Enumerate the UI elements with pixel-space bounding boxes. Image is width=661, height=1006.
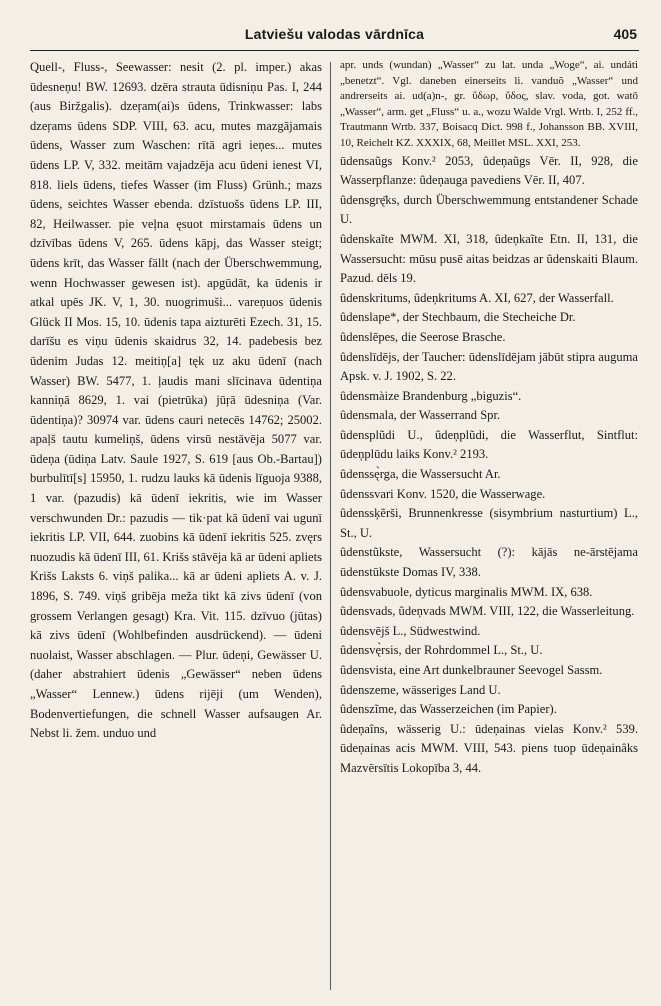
dictionary-entry: ûdenslape*, der Stechbaum, die Stecheiche Dr. <box>340 310 576 325</box>
dictionary-entry: ûdensplũdi U., ûdeņplũdi, die Wasserflut, Sintflut: ūdeņplūdu laiks Konv.² 2193. <box>340 427 638 462</box>
left-column <box>30 58 322 992</box>
dictionary-entry: ûdenslīdējs, der Taucher: ūdenslīdējam jābūt stipra auguma Apsk. v. J. 1902, S. 22. <box>340 349 638 384</box>
page-header <box>30 20 639 51</box>
dictionary-entry: ûdensmàize Brandenburg „biguzis“. <box>340 388 522 403</box>
page-number: 405 <box>613 26 637 42</box>
dictionary-entry: ûdenssķẽrši, Brunnenkresse (sisymbrium nasturtium) L., St., U. <box>340 506 638 540</box>
dictionary-entry: ûdensvę̀rsis, der Rohrdommel L., St., U. <box>340 643 543 658</box>
dictionary-entry: ûdenszĩme, das Wasserzeichen (im Papier). <box>340 702 557 717</box>
etymology-note: apr. unds (wundan) „Wasser“ zu lat. unda „Woge“, ai. undáti „benetzt“. Vgl. daneben einerseits li. vanduõ „Wasser“ und andrerseits ai. ud(a)n-, gr. ὕδωρ, ὕδος, slav. voda, got. watō „Wasser“, arm. get „Fluss“ u. a., wozu Walde Vrgl. Wrtb. I, 252 ff., Trautmann Wrtb. 337, Boisacq Dict. 998 f., Johansson BB. XVIII, 10, Reichelt KZ. XXXIX, 68, Meillet MSL. XXI, 253. <box>340 59 638 149</box>
dictionary-entry: ûdensgrę̄ks, durch Überschwemmung entstandener Schade U. <box>340 192 638 227</box>
dictionary-entry: ûdensvabuole, dyticus marginalis MWM. IX, 638. <box>340 584 593 599</box>
dictionary-entry: ûdenskaĩte MWM. XI, 318, ûdeņkaĩte Etn. II, 131, die Wassersucht: mūsu pusē aitas beidzas ar ûdenskaiti Blaum. Pazud. dēls 19. <box>340 231 638 286</box>
dictionary-entry: ûdenslēpes, die Seerose Brasche. <box>340 329 506 344</box>
running-title: Latviešu valodas vārdnīca <box>244 26 425 42</box>
dictionary-entry: ûdensvads, ûdeņvads MWM. VIII, 122, die Wasserleitung. <box>340 604 635 619</box>
column-divider <box>330 62 331 990</box>
dictionary-entry: ûdenszeme, wässeriges Land U. <box>340 682 501 697</box>
dictionary-entry: ûdenskritums, ûdeņkritums A. XI, 627, der Wasserfall. <box>340 290 614 305</box>
dictionary-entry: ûdenssvari Konv. 1520, die Wasserwage. <box>340 486 546 501</box>
right-column <box>340 58 638 992</box>
dictionary-entry: ûdenstũkste, Wassersucht (?): kājās ne-ārstējama ūdenstūkste Domas IV, 338. <box>340 545 638 580</box>
dictionary-entry: ūdensaũgs Konv.² 2053, ûdeņaũgs Vēr. II, 928, die Wasserpflanze: ûdeņauga pavediens Vēr. II, 407. <box>340 153 638 188</box>
entry-continuation: Quell-, Fluss-, Seewasser: nesit (2. pl. imper.) akas ūdesneņu! BW. 12693. dzēra strauta ūdisniņu Pas. I, 244 (aus Biržgalis). dzeŗam(ai)s ūdens, Trinkwasser: labs dzeŗams ūdens SDP. VIII, 63. acu, mutes mazgājamais ūdens, Wasser zum Waschen: rītā agri ieņes... mutes ūdens LP. V, 332. meitām vajadzēja acu ūdeni ienest VI, 818. liels ūdens, tiefes Wasser (im Fluss) Grünh.; mazs ūdens, seichtes Wasser ebenda. dzīstuošs ūdens LP. III, 82, Heilwasser. pie veļna ęsuot mirstamais ūdens un dzīvības ūdens V, 265. ūdens kāpj, das Wasser steigt; ūdens krīt, das Wasser fällt (nach der Überschwemmung, wenn Hochwasser gewesen ist). apgūdāt, ka ūdenis ir atkal upēs JK. V, 1, 30. nuogrimuši... vareņuos ūdenis Glück II Mos. 15, 10. ūdenis tapa aizturēti Ezech. 31, 15. darīšu es viņu ūdenis skaidrus 32, 14. padebesis bez ūdenim Judas 12. meitiņ[a] tęk uz aku ūdenī (nach Wasser) BW. 5477, 1. ļaudis mani slīcinava ūdentiņa kanniņā 8629, 1. vai (pietrūka) jūŗā ūdesniņa (Var. ūdentiņa)? 30974 var. ūdens cauri netecēs 14762; 25002. apaļš tautu kumeliņš, ūdens virsū nestāvēja 5077 var. ūdeņa (ūdiņa Latv. Saule 1927, S. 619 [aus Ob.-Bartau]) burbulītī[s] 15950, 1. rudzu lauks kā ūdenis līguoja 9388, 1 var. (pazudis) kā ūdenī iekritis, wie im Wasser verschwunden Dr.: pazudis — tik·pat kā ūdenī vai ugunī iekritis LP. VII, 644. zuobins kā ūdenī iekritis 525. zvęrs nuozudis kā ūdenī III, 61. Krišs stāvēja kā ar ūdeni apliets Krišs Laksts 6. viņš palika... kā ar ūdeni apliets A. v. J. 1896, S. 749. viņš gribēja meža tikt kā zivs ūdenī (von grossem Verlangen gesagt) Kra. Vit. 115. dzīvuo (jūtas) kā zivs ūdenī (Wohlbefinden ausdrückend). — ūdeni nuolaist, Wasser abschlagen. — Plur. ūdeņi, Gewässer U. (daher abstrahiert ūdenis „Gewässer“ neben ūdens „Wasser“ Lennew.) ūdens rijēji (um Wenden), Bodenvertiefungen, die schnell Wasser aufsaugen Ar. Nebst li. žem. unduo und <box>30 60 322 741</box>
dictionary-entry: ûdeņaîns, wässerig U.: ūdeņainas vielas Konv.² 539. ūdeņainas acis MWM. VIII, 543. piens tuop ūdeņainâks Mazvērsītis Lokopība 3, 44. <box>340 721 638 775</box>
dictionary-entry: ûdensvista, eine Art dunkelbrauner Seevogel Sassm. <box>340 663 603 677</box>
dictionary-entry: ûdenssę̀rga, die Wassersucht Ar. <box>340 467 501 482</box>
dictionary-entry: ûdensmala, der Wasserrand Spr. <box>340 408 501 423</box>
dictionary-entry: ûdensvējš L., Südwestwind. <box>340 623 481 638</box>
